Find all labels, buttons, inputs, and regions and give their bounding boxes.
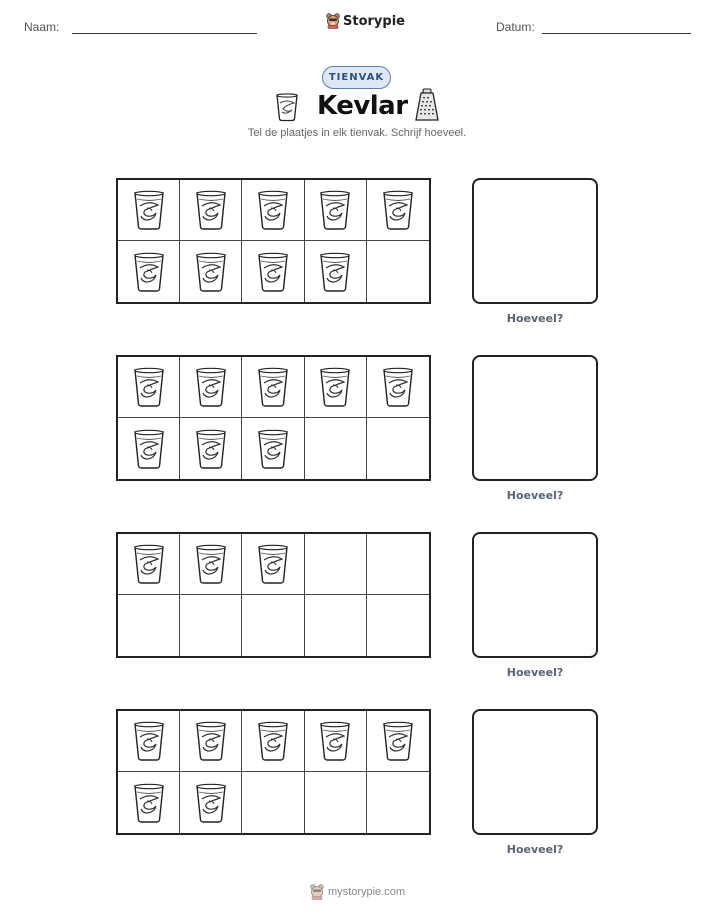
ten-frame-cell [242,534,304,595]
ten-frame-cell [305,241,367,302]
glass-icon [194,543,228,585]
ten-frame-cell [242,595,304,656]
ten-frame-cell [305,711,367,772]
answer-box[interactable] [472,178,598,304]
worksheet-title: Kevlar [317,91,408,121]
ten-frame-cell [305,180,367,241]
glass-icon [256,428,290,470]
ten-frame-cell [118,772,180,833]
ten-frame-cell [180,772,242,833]
ten-frame-cell [242,241,304,302]
ten-frame-cell [242,772,304,833]
ten-frame-cell [118,357,180,418]
glass-icon [194,428,228,470]
name-line[interactable] [72,33,257,34]
ten-frame-cell [305,534,367,595]
answer-label: Hoeveel? [506,666,564,679]
ten-frame-cell [180,711,242,772]
ten-frame-cell [305,418,367,479]
ten-frame-cell [180,534,242,595]
ten-frame-cell [242,180,304,241]
date-line[interactable] [542,33,691,34]
ten-frame-cell [367,180,429,241]
ten-frame [116,532,431,658]
ten-frame-cell [367,418,429,479]
ten-frame-cell [118,534,180,595]
name-label: Naam: [24,20,60,34]
glass-icon [194,189,228,231]
ten-frame-cell [118,711,180,772]
glass-icon [318,720,352,762]
glass-icon [381,189,415,231]
grater-icon [413,88,441,122]
ten-frame-cell [118,418,180,479]
ten-frame-cell [180,241,242,302]
ten-frame-cell [367,772,429,833]
ten-frame-cell [305,772,367,833]
ten-frame-cell [180,418,242,479]
answer-box[interactable] [472,709,598,835]
glass-icon [256,366,290,408]
ten-frame-cell [367,534,429,595]
storypie-logo [326,13,405,29]
answer-box[interactable] [472,355,598,481]
ten-frame-cell [118,595,180,656]
glass-icon [132,251,166,293]
glass-icon [274,92,300,122]
bear-icon [310,884,324,900]
logo-text: Storypie [343,13,405,29]
ten-frame-cell [305,357,367,418]
glass-icon [132,428,166,470]
glass-icon [256,251,290,293]
glass-icon [256,543,290,585]
glass-icon [132,189,166,231]
glass-icon [132,720,166,762]
ten-frame-cell [367,241,429,302]
glass-icon [256,720,290,762]
ten-frame-cell [242,418,304,479]
answer-label: Hoeveel? [506,312,564,325]
tienvak-badge: TIENVAK [322,66,391,89]
answer-box[interactable] [472,532,598,658]
ten-frame [116,709,431,835]
answer-label: Hoeveel? [506,843,564,856]
glass-icon [194,782,228,824]
bear-icon [326,13,340,29]
glass-icon [194,366,228,408]
ten-frame-cell [180,357,242,418]
glass-icon [381,366,415,408]
glass-icon [318,251,352,293]
footer-site: mystorypie.com [328,886,406,898]
ten-frame-cell [118,241,180,302]
glass-icon [381,720,415,762]
glass-icon [256,189,290,231]
glass-icon [132,543,166,585]
ten-frame-cell [242,711,304,772]
ten-frame [116,178,431,304]
ten-frame-cell [242,357,304,418]
date-label: Datum: [496,20,535,34]
glass-icon [132,782,166,824]
instructions: Tel de plaatjes in elk tienvak. Schrijf hoeveel. [247,127,467,139]
ten-frame-cell [180,595,242,656]
ten-frame-cell [367,357,429,418]
ten-frame [116,355,431,481]
ten-frame-cell [367,595,429,656]
glass-icon [132,366,166,408]
ten-frame-cell [367,711,429,772]
glass-icon [318,189,352,231]
glass-icon [194,251,228,293]
ten-frame-cell [180,180,242,241]
answer-label: Hoeveel? [506,489,564,502]
ten-frame-cell [305,595,367,656]
glass-icon [318,366,352,408]
glass-icon [194,720,228,762]
footer [310,884,405,900]
ten-frame-cell [118,180,180,241]
